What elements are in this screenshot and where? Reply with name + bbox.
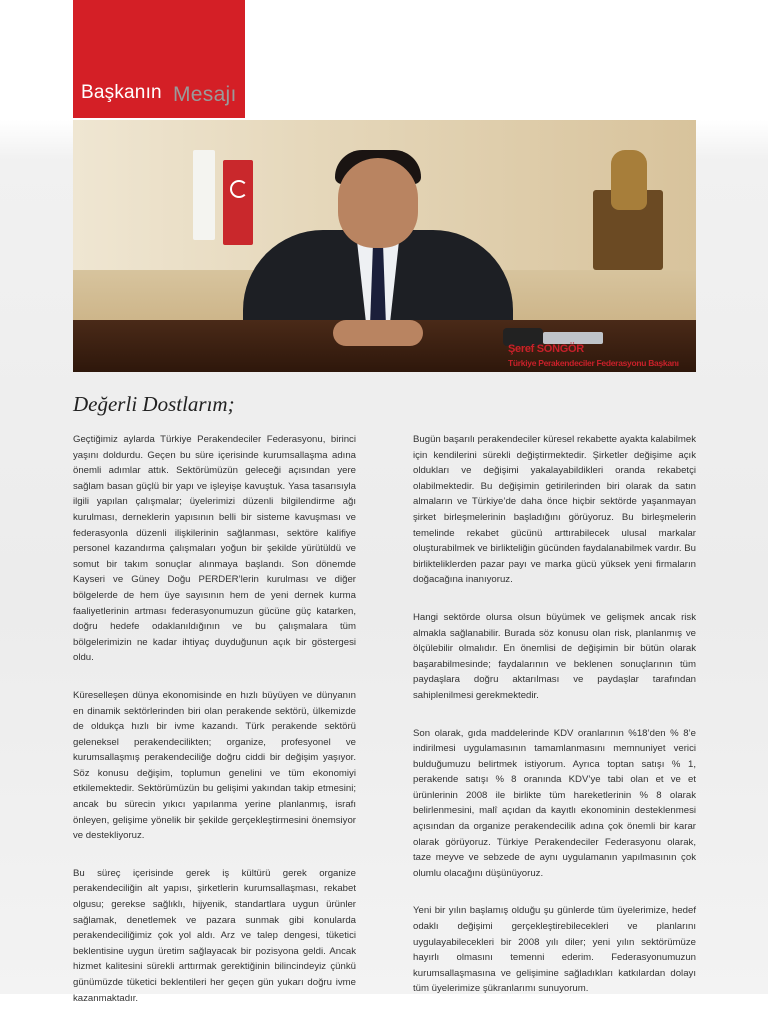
person-hands [333,320,423,346]
left-column [73,432,356,1028]
turkish-flag-icon [223,160,253,245]
paragraph: Geçtiğimiz aylarda Türkiye Perakendeciler Federasyonu, birinci yaşını doldurdu. Geçen bu süre içerisinde kurumsallaşma adına önemli adımlar attık. Sektörümüzün geleceği açısından yere sağlam basan güçlü bir yapı ve işleyişe kavuştuk. Yasa tasarısıyla ilgili yapılan çalışmalar; üyelerimizi düzenli bilgilendirme ağı kurulması, derneklerin yapısının belli bir sisteme kavuşması ve federasyonla düzenli ilişkilerinin sağlanması, sektöre kalifiye personel kazandırma çalışmaları yoğun bir şekilde yürütüldü ve somut bir takım sonuçlar alınmaya başlandı. Son dönemde Kayseri ve Güney Doğu PERDER’lerin kurulması ve diğer bölgelerde de hem üye sayısının hem de yeni dernek kurma faaliyetlerinin artması federasyonumuzun gücüne güç katarken, doğru hedefe odaklanıldığının ve bu çalışmalara tüm bölgelerimizin ne kadar ihtiyaç duyduğunun açık bir göstergesi oldu. [73,434,356,664]
paragraph: Bugün başarılı perakendeciler küresel rekabette ayakta kalabilmek için kendilerini sürekli değiştirmektedir. Şirketler değişime açık oldukları ve değişimi yakalayabildikleri oranda rekabetçi olabilmektedir. Bu değişimin getirilerinden biri olarak da satın almaların ve Türkiye’de daha önce hiçbir sektörde yaşanmayan şirket birleşmelerinin başladığını görüyoruz. Bu birleşmelerin temelinde rekabet gücünü arttırabilecek ulusal markalar oluşturabilmek ve birlikteliğin gücünden faydalanabilmek vardır. Bu birlikteliklerden pazar payı ve marka gücü yüksek yeni firmaların doğacağına inanıyoruz. [413,434,696,586]
paragraph: Yeni bir yılın başlamış olduğu şu günlerde tüm üyelerimize, hedef odaklı değişimi gerçekleştirebilecekleri ve planlarını uygulayabilecekleri bir 2008 yılı diler; yeni yılın sektörümüze hayırlı olmasını temenni ederim. Federasyonumuzun kurumsallaşmasına ve gelişimine sağladıkları katkılardan dolayı tüm üyelerimize şükranlarımı sunuyorum. [413,905,696,995]
title-grey-text: Mesajı [173,83,237,106]
caption-name: Şeref SONGÖR [508,343,584,355]
paragraph: Son olarak, gıda maddelerinde KDV oranlarının %18’den % 8’e indirilmesi uygulamasının tamamlanmasını memnuniyet verici bulduğumuzu belirtmek istiyorum. Ayrıca toptan satışı % 1, perakende satışı % 8 oranında KDV’ye tabi olan et ve et ürünlerinin 2008 ile birlikte tüm hareketlerinin % 8 olarak belirlenmesini, malî açıdan da kayıtlı ekonominin desteklenmesi açısından da organize perakendecilik adına çok önemli bir karar olarak görüyoruz. Türkiye Perakendeciler Federasyonu olarak, taze meyve ve sebzede de aynı uygulamanın yapılmasının çok olumlu olacağını düşünüyoruz. [413,727,696,879]
person-head [338,158,418,248]
president-photo [73,120,696,372]
title-red-text: Başkanın [81,82,162,103]
greeting-heading: Değerli Dostlarım; [73,392,235,416]
photo-vase [611,150,647,210]
company-flag [193,150,215,240]
paragraph: Küreselleşen dünya ekonomisinde en hızlı büyüyen ve dünyanın en dinamik sektörlerinden biri olan perakende sektörü, ülkemizde de oldukça hızlı bir ivme kazandı. Türk perakende sektörü geleneksel perakendecilikten; organize, profesyonel ve kurumsallaşmış perakendeciliğe doğru ciddi bir değişim yaşıyor. Söz konusu değişim, toplumun genelini ve tüm ekonomiyi etkilemektedir. Sektörümüzün bu gelişimi yakından takip etmesini; ancak bu sürecin yıkıcı yapılanma yerine planlanmış, israfı önleyen, gelişime yönelik bir şekilde gerçekleştirmesini önemsiyor ve destekliyoruz. [73,689,356,842]
caption-role: Türkiye Perakendeciler Federasyonu Başkanı [508,358,679,368]
right-column [413,432,696,1019]
paragraph: Hangi sektörde olursa olsun büyümek ve gelişmek ancak risk almakla sağlanabilir. Burada söz konusu olan risk, planlanmış ve ölçülebilir olmalıdır. En önemlisi de değişimin bir bütün olarak başarabilmesinde; faydalarının ve beklenen sonuçlarının tüm paydaşlara doğru aktarılması ve paydaşlar tarafından sahiplenilmesi gerekmektedir. [413,611,696,701]
header-title [73,80,168,110]
paragraph: Bu süreç içerisinde gerek iş kültürü gerek organize perakendeciliğin alt yapısı, şirketlerin kurumsallaşması, rekabet olgusu; gerekse sağlıklı, hijyenik, standartlara uygun ürünler sağlamak, denetlemek ve pazara sunmak gibi konularda perakendeciliğimiz çok yol aldı. Arz ve talep dengesi, tüketici beklentisine uygun üretim sağlayacak bir pozisyona geldi. Ancak hizmet kalitesini sürekli arttırmak gerektiğinin bilincindeyiz çünkü günümüzde tüketici beklentileri her geçen gün yukarı doğru ivme kazanmaktadır. [73,867,356,1004]
